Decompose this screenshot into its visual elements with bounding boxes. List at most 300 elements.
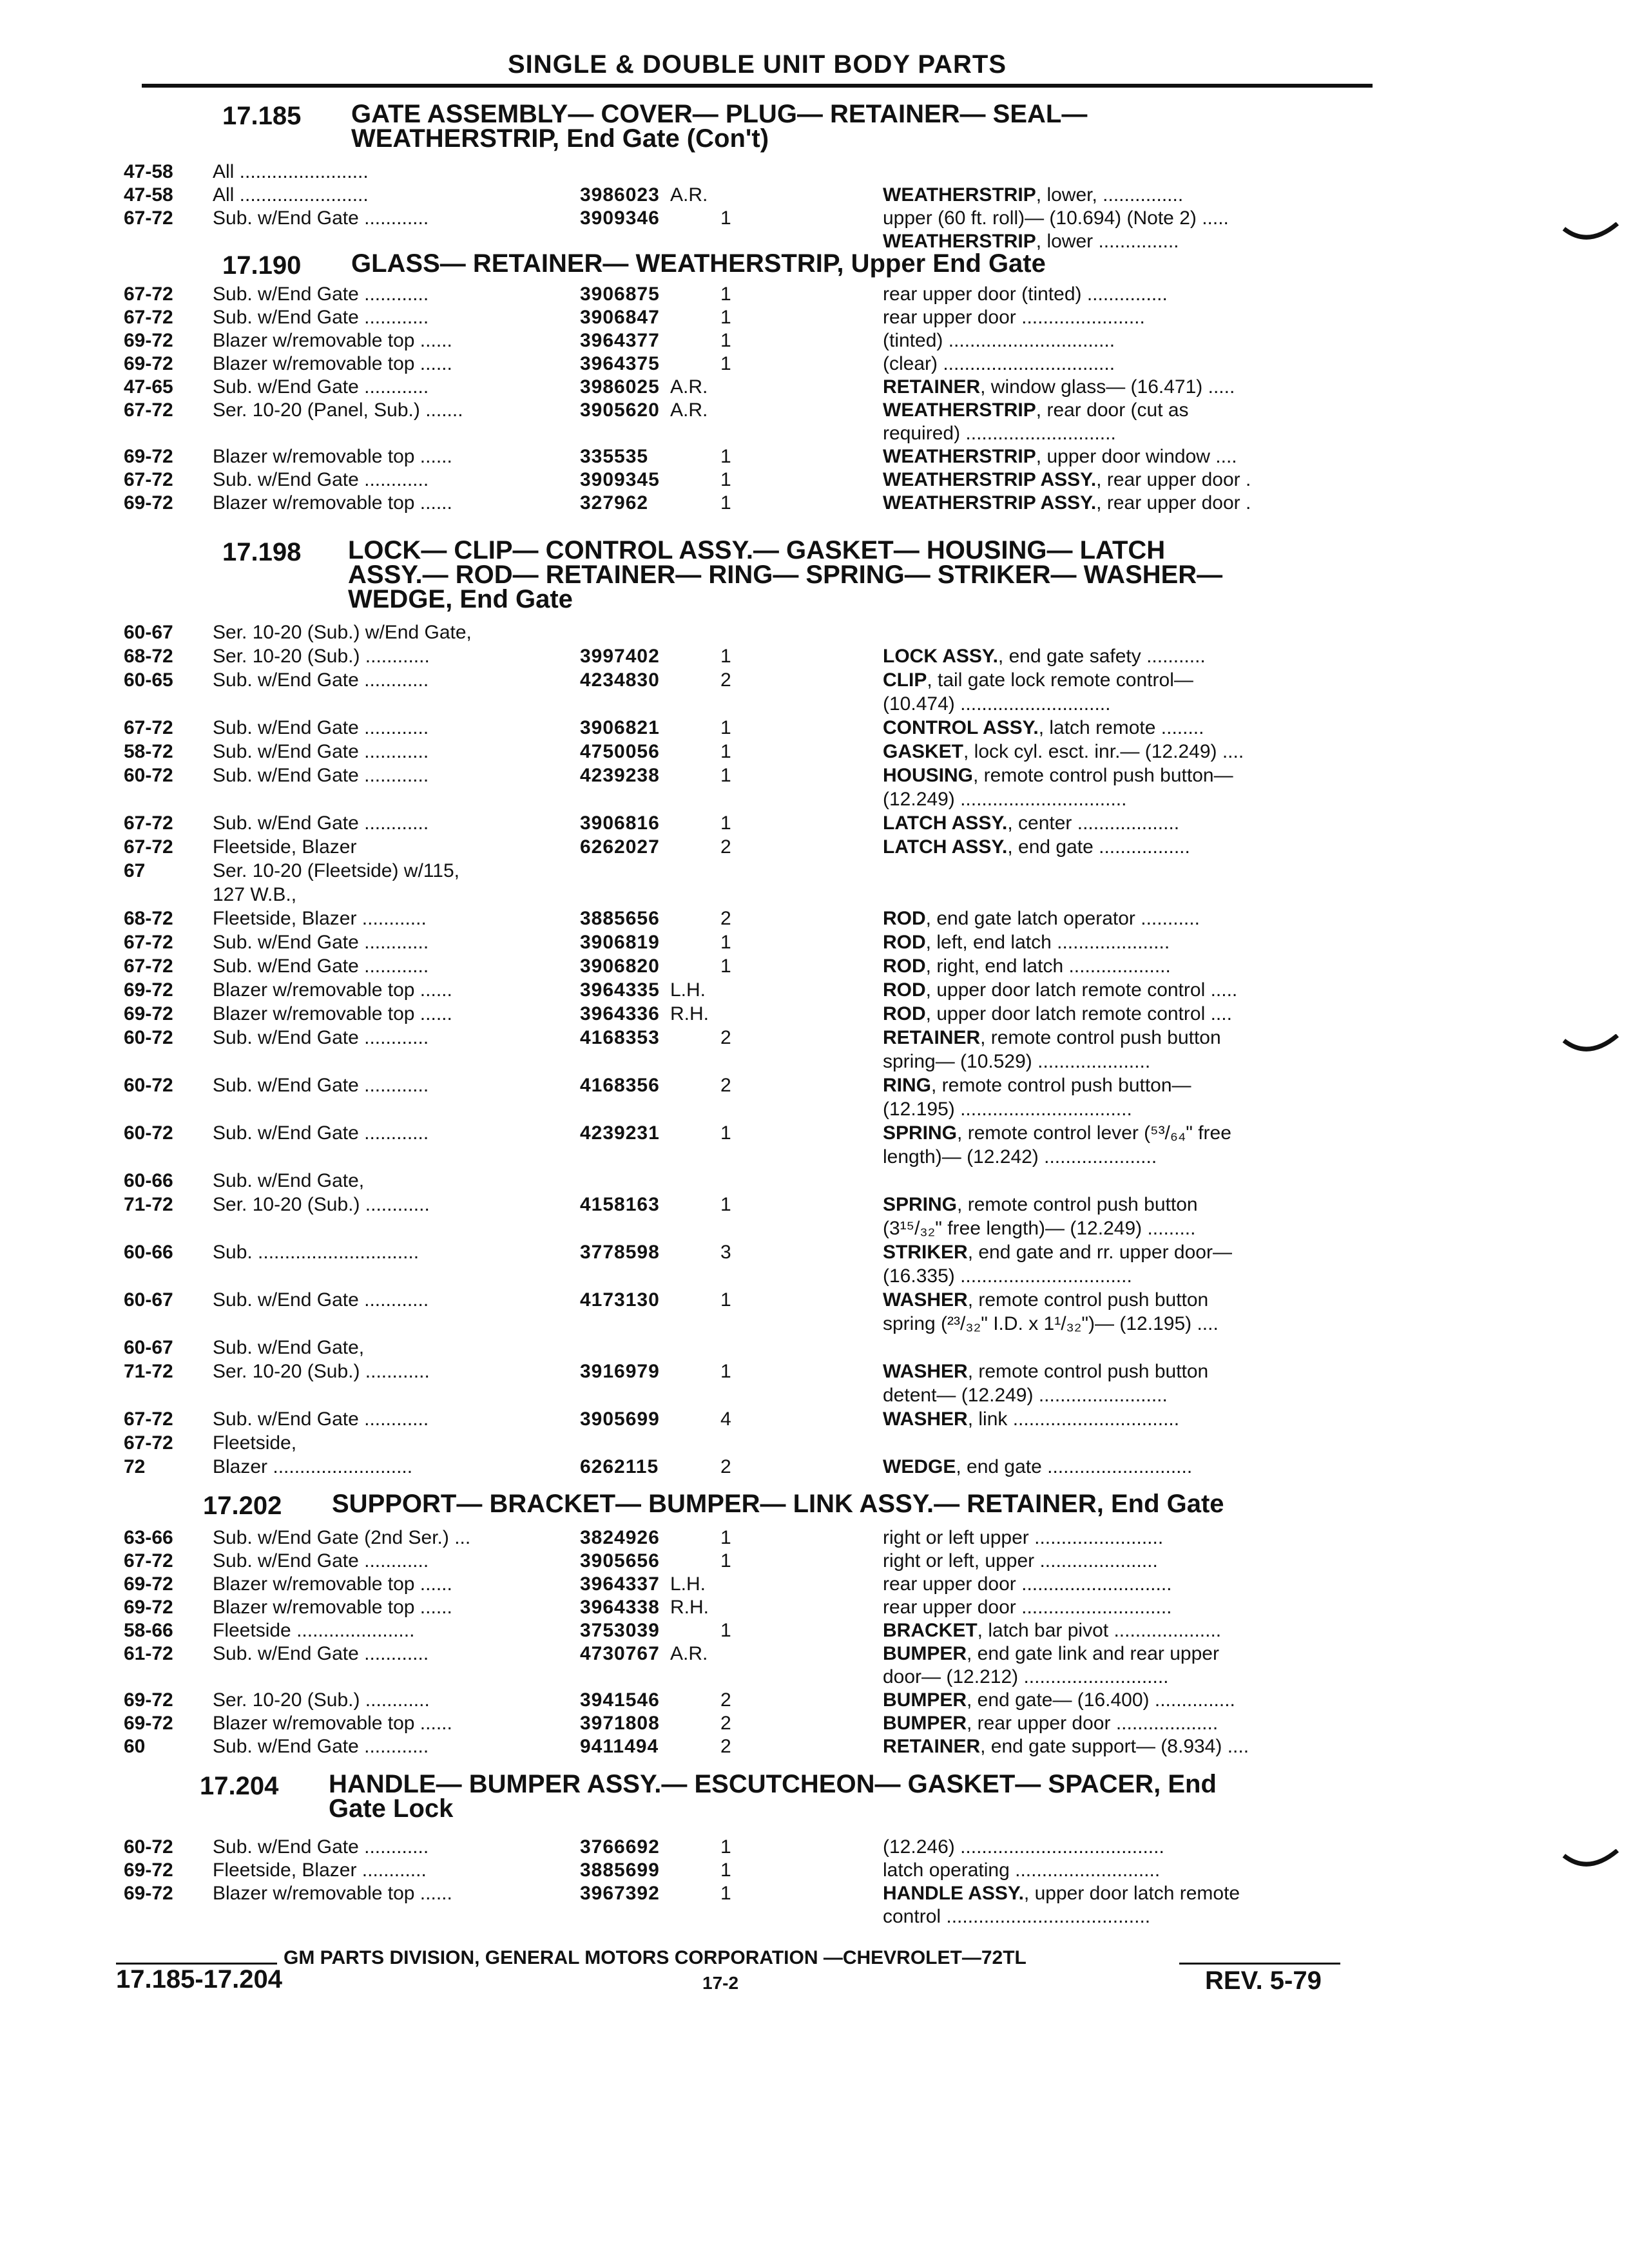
quantity: 3 [720, 1242, 731, 1263]
model-application: Ser. 10-20 (Panel, Sub.) ....... [213, 399, 463, 421]
parts-row [0, 1860, 1629, 1883]
parts-row [0, 423, 1629, 446]
quantity: L.H. [670, 1573, 706, 1595]
parts-row [0, 1289, 1629, 1312]
quantity: 1 [720, 741, 731, 762]
parts-row [0, 1666, 1629, 1689]
model-application: Blazer w/removable top ...... [213, 1883, 452, 1904]
model-application: All ........................ [213, 161, 369, 182]
model-application: Sub. w/End Gate ............ [213, 1550, 429, 1571]
part-description: WEATHERSTRIP ASSY., rear upper door . [883, 492, 1251, 514]
model-years: 58-66 [124, 1620, 173, 1641]
parts-row [0, 1265, 1629, 1289]
section-title-line: ASSY.— ROD— RETAINER— RING— SPRING— STRIKER— WASHER— [348, 561, 1223, 589]
quantity: 1 [720, 284, 731, 305]
parts-row [0, 1643, 1629, 1666]
part-number: 3906847 [580, 307, 660, 328]
model-years: 60-67 [124, 622, 173, 643]
parts-row [0, 979, 1629, 1003]
quantity: 2 [720, 1456, 731, 1477]
part-description: ROD, upper door latch remote control .... [883, 1003, 1232, 1024]
parts-row [0, 860, 1629, 883]
model-years: 67-72 [124, 932, 173, 953]
part-description: rear upper door ............................ [883, 1573, 1172, 1595]
model-application: Ser. 10-20 (Fleetside) w/115, [213, 860, 459, 881]
parts-row [0, 1689, 1629, 1713]
model-years: 60-66 [124, 1242, 173, 1263]
model-years: 60-72 [124, 1075, 173, 1096]
model-years: 68-72 [124, 908, 173, 929]
part-number: 3964336 [580, 1003, 660, 1024]
part-name: WEATHERSTRIP [883, 399, 1036, 421]
part-number: 3971808 [580, 1713, 660, 1734]
parts-row [0, 836, 1629, 860]
model-application: Sub. w/End Gate ............ [213, 932, 429, 953]
model-years: 60 [124, 1736, 146, 1757]
section-title-line: WEDGE, End Gate [348, 585, 573, 613]
quantity: 1 [720, 307, 731, 328]
part-description: RETAINER, window glass— (16.471) ..... [883, 376, 1235, 398]
part-description: (tinted) ............................... [883, 330, 1115, 351]
part-description: HANDLE ASSY., upper door latch remote [883, 1883, 1240, 1904]
section-title [332, 1492, 1224, 1516]
part-description: door— (12.212) ........................... [883, 1666, 1169, 1687]
part-number: 4750056 [580, 741, 660, 762]
part-name: ROD [883, 956, 926, 977]
section-title [351, 102, 1087, 151]
part-number: 3909345 [580, 469, 660, 490]
part-name: WASHER [883, 1361, 968, 1382]
part-description: WEATHERSTRIP, rear door (cut as [883, 399, 1189, 421]
model-application: 127 W.B., [213, 884, 297, 905]
binder-mark-icon [1563, 1034, 1621, 1060]
model-years: 68-72 [124, 646, 173, 667]
parts-row [0, 908, 1629, 931]
part-description: LATCH ASSY., center ................... [883, 812, 1180, 834]
parts-row [0, 307, 1629, 330]
part-number: 9411494 [580, 1736, 659, 1757]
part-number: 3905656 [580, 1550, 660, 1571]
model-application: Fleetside, Blazer [213, 836, 357, 858]
quantity: 1 [720, 1550, 731, 1571]
part-name: ROD [883, 932, 926, 953]
parts-row [0, 353, 1629, 376]
parts-row [0, 717, 1629, 740]
part-description: required) ............................ [883, 423, 1116, 444]
parts-row [0, 1883, 1629, 1906]
section-title [351, 251, 1046, 276]
part-description: right or left, upper ...................... [883, 1550, 1158, 1571]
parts-row [0, 812, 1629, 836]
parts-row [0, 492, 1629, 515]
model-years: 69-72 [124, 979, 173, 1001]
section-title-line: GLASS— RETAINER— WEATHERSTRIP, Upper End Gate [351, 249, 1046, 278]
quantity: 1 [720, 492, 731, 514]
model-application: Fleetside, Blazer ............ [213, 1860, 427, 1881]
part-number: 3964337 [580, 1573, 660, 1595]
model-years: 63-66 [124, 1527, 173, 1548]
part-name: ROD [883, 1003, 926, 1024]
model-years: 69-72 [124, 1860, 173, 1881]
part-name: RETAINER [883, 376, 981, 398]
quantity: 1 [720, 469, 731, 490]
part-name: RETAINER [883, 1027, 981, 1048]
parts-row [0, 1194, 1629, 1217]
part-description: BUMPER, end gate— (16.400) ............... [883, 1689, 1235, 1711]
part-name: WEATHERSTRIP ASSY. [883, 469, 1097, 490]
part-description: WASHER, remote control push button [883, 1361, 1209, 1382]
model-application: Sub. w/End Gate ............ [213, 1027, 429, 1048]
part-number: 4173130 [580, 1289, 660, 1311]
model-application: Blazer w/removable top ...... [213, 979, 452, 1001]
part-number: 335535 [580, 446, 649, 467]
part-number: 4239238 [580, 765, 660, 786]
part-description: (16.335) ................................ [883, 1265, 1132, 1287]
parts-row [0, 1597, 1629, 1620]
model-application: Sub. w/End Gate ............ [213, 469, 429, 490]
model-years: 71-72 [124, 1194, 173, 1215]
part-name: SPRING [883, 1122, 958, 1144]
part-name: WEATHERSTRIP [883, 184, 1036, 206]
part-description: rear upper door ............................ [883, 1597, 1172, 1618]
part-description: CLIP, tail gate lock remote control— [883, 669, 1193, 691]
part-name: WASHER [883, 1289, 968, 1311]
part-description: SPRING, remote control lever (⁵³/₆₄" free [883, 1122, 1231, 1144]
footer-rule-right [1179, 1963, 1340, 1965]
footer-section-range: 17.185-17.204 [116, 1965, 283, 1994]
parts-row [0, 1432, 1629, 1456]
model-years: 67-72 [124, 717, 173, 738]
parts-row [0, 1408, 1629, 1432]
parts-row [0, 1337, 1629, 1360]
part-number: 3909346 [580, 207, 660, 229]
part-number: 4168356 [580, 1075, 660, 1096]
part-description: ROD, end gate latch operator ........... [883, 908, 1200, 929]
part-description: WEATHERSTRIP, lower, ............... [883, 184, 1184, 206]
model-application: Blazer w/removable top ...... [213, 492, 452, 514]
quantity: 2 [720, 669, 731, 691]
model-application: Sub. w/End Gate ............ [213, 669, 429, 691]
section-title-line: GATE ASSEMBLY— COVER— PLUG— RETAINER— SEAL— [351, 100, 1088, 128]
part-number: 4234830 [580, 669, 660, 691]
part-description: GASKET, lock cyl. esct. inr.— (12.249) .... [883, 741, 1244, 762]
model-years: 47-58 [124, 161, 173, 182]
model-application: Sub. w/End Gate ............ [213, 741, 429, 762]
model-application: Sub. w/End Gate ............ [213, 812, 429, 834]
part-name: HOUSING [883, 765, 974, 786]
model-years: 60-72 [124, 1836, 173, 1858]
model-application: Blazer w/removable top ...... [213, 1597, 452, 1618]
section-number: 17.190 [222, 251, 302, 280]
quantity: 1 [720, 1361, 731, 1382]
model-years: 67-72 [124, 1550, 173, 1571]
section-number: 17.185 [222, 102, 302, 130]
part-description: BRACKET, latch bar pivot .................... [883, 1620, 1222, 1641]
part-description: latch operating ........................... [883, 1860, 1161, 1881]
model-application: Sub. w/End Gate ............ [213, 376, 429, 398]
part-number: 3905699 [580, 1408, 660, 1430]
parts-row [0, 1573, 1629, 1597]
part-name: LATCH ASSY. [883, 812, 1008, 834]
model-application: Sub. w/End Gate ............ [213, 717, 429, 738]
parts-row [0, 376, 1629, 399]
section-title [348, 538, 1222, 611]
model-application: Ser. 10-20 (Sub.) ............ [213, 1194, 430, 1215]
model-application: Sub. w/End Gate ............ [213, 1643, 429, 1664]
quantity: 1 [720, 1289, 731, 1311]
model-years: 67-72 [124, 956, 173, 977]
part-name: RING [883, 1075, 931, 1096]
part-description: HOUSING, remote control push button— [883, 765, 1233, 786]
parts-row [0, 1146, 1629, 1169]
footer-revision: REV. 5-79 [1205, 1966, 1322, 1995]
part-description: (12.249) ............................... [883, 789, 1127, 810]
part-description: spring (²³/₃₂" I.D. x 1¹/₃₂")— (12.195) .... [883, 1313, 1219, 1334]
quantity: 1 [720, 207, 731, 229]
part-description: WEATHERSTRIP, upper door window .... [883, 446, 1237, 467]
part-description: BUMPER, end gate link and rear upper [883, 1643, 1219, 1664]
parts-row [0, 932, 1629, 955]
model-years: 67-72 [124, 836, 173, 858]
model-application: Sub. .............................. [213, 1242, 419, 1263]
quantity: 1 [720, 1122, 731, 1144]
part-name: CLIP [883, 669, 927, 691]
parts-row [0, 789, 1629, 812]
part-description: (12.195) ................................ [883, 1099, 1132, 1120]
part-description: RETAINER, remote control push button [883, 1027, 1221, 1048]
part-description: (12.246) ...................................... [883, 1836, 1164, 1858]
part-description: spring— (10.529) ..................... [883, 1051, 1151, 1072]
model-years: 69-72 [124, 1573, 173, 1595]
model-years: 60-67 [124, 1337, 173, 1358]
model-application: Sub. w/End Gate ............ [213, 1736, 429, 1757]
model-years: 47-58 [124, 184, 173, 206]
parts-row [0, 469, 1629, 492]
part-number: 3986023 [580, 184, 660, 206]
part-description: ROD, right, end latch ................... [883, 956, 1171, 977]
part-description: detent— (12.249) ........................ [883, 1385, 1168, 1406]
section-number: 17.204 [200, 1772, 279, 1800]
model-years: 67-72 [124, 307, 173, 328]
section-title-line: LOCK— CLIP— CONTROL ASSY.— GASKET— HOUSING— LATCH [348, 536, 1166, 564]
parts-row [0, 1385, 1629, 1408]
model-years: 60-72 [124, 765, 173, 786]
quantity: 4 [720, 1408, 731, 1430]
part-description: SPRING, remote control push button [883, 1194, 1198, 1215]
quantity: A.R. [670, 184, 708, 206]
part-number: 4239231 [580, 1122, 660, 1144]
part-number: 3778598 [580, 1242, 660, 1263]
part-number: 3964377 [580, 330, 660, 351]
parts-row [0, 1122, 1629, 1146]
part-name: RETAINER [883, 1736, 981, 1757]
parts-row [0, 1527, 1629, 1550]
section-number: 17.198 [222, 538, 302, 566]
part-name: BRACKET [883, 1620, 978, 1641]
parts-row [0, 646, 1629, 669]
model-application: Ser. 10-20 (Sub.) ............ [213, 1689, 430, 1711]
parts-row [0, 284, 1629, 307]
model-application: Ser. 10-20 (Sub.) w/End Gate, [213, 622, 472, 643]
parts-row [0, 956, 1629, 979]
part-name: SPRING [883, 1194, 958, 1215]
model-years: 60-72 [124, 1027, 173, 1048]
quantity: 2 [720, 908, 731, 929]
part-name: WEDGE [883, 1456, 956, 1477]
model-years: 69-72 [124, 1883, 173, 1904]
part-description: RETAINER, end gate support— (8.934) .... [883, 1736, 1249, 1757]
parts-row [0, 1027, 1629, 1050]
parts-row [0, 1099, 1629, 1122]
quantity: A.R. [670, 399, 708, 421]
part-number: 3906819 [580, 932, 660, 953]
model-years: 67-72 [124, 207, 173, 229]
quantity: 1 [720, 717, 731, 738]
part-description: control ...................................... [883, 1906, 1151, 1927]
quantity: 2 [720, 1027, 731, 1048]
part-number: 4730767 [580, 1643, 660, 1664]
parts-row [0, 693, 1629, 716]
part-name: HANDLE ASSY. [883, 1883, 1024, 1904]
part-name: GASKET [883, 741, 964, 762]
model-application: Sub. w/End Gate ............ [213, 956, 429, 977]
quantity: 1 [720, 1527, 731, 1548]
part-number: 3964335 [580, 979, 660, 1001]
part-number: 327962 [580, 492, 649, 514]
part-description: (10.474) ............................ [883, 693, 1111, 715]
quantity: L.H. [670, 979, 706, 1001]
part-description: (clear) ................................ [883, 353, 1115, 374]
footer-publisher: GM PARTS DIVISION, GENERAL MOTORS CORPORATION —CHEVROLET—72TL [284, 1947, 1027, 1968]
model-application: Ser. 10-20 (Sub.) ............ [213, 646, 430, 667]
model-years: 67-72 [124, 399, 173, 421]
title-rule [142, 84, 1373, 88]
model-application: All ........................ [213, 184, 369, 206]
part-number: 3766692 [580, 1836, 660, 1858]
parts-row [0, 1713, 1629, 1736]
model-years: 69-72 [124, 353, 173, 374]
quantity: 1 [720, 1620, 731, 1641]
parts-row [0, 1550, 1629, 1573]
parts-row [0, 622, 1629, 645]
part-number: 3906816 [580, 812, 660, 834]
parts-row [0, 1736, 1629, 1759]
part-name: ROD [883, 979, 926, 1001]
binder-mark-icon [1563, 222, 1621, 248]
quantity: 1 [720, 1860, 731, 1881]
part-name: BUMPER [883, 1713, 967, 1734]
parts-row [0, 765, 1629, 788]
model-years: 69-72 [124, 1689, 173, 1711]
part-number: 3906820 [580, 956, 660, 977]
quantity: 1 [720, 1883, 731, 1904]
model-years: 69-72 [124, 492, 173, 514]
parts-row [0, 1051, 1629, 1074]
part-description: rear upper door ....................... [883, 307, 1145, 328]
part-description: RING, remote control push button— [883, 1075, 1191, 1096]
part-description: (3¹⁵/₃₂" free length)— (12.249) ......... [883, 1218, 1196, 1239]
quantity: 1 [720, 330, 731, 351]
part-number: 4168353 [580, 1027, 660, 1048]
part-description: BUMPER, rear upper door ................... [883, 1713, 1219, 1734]
parts-row [0, 1218, 1629, 1241]
quantity: A.R. [670, 1643, 708, 1664]
parts-row [0, 1313, 1629, 1336]
model-years: 67-72 [124, 812, 173, 834]
part-number: 3986025 [580, 376, 660, 398]
model-years: 72 [124, 1456, 146, 1477]
part-name: BUMPER [883, 1643, 967, 1664]
part-number: 3916979 [580, 1361, 660, 1382]
part-name: LATCH ASSY. [883, 836, 1008, 858]
quantity: 1 [720, 956, 731, 977]
part-number: 4158163 [580, 1194, 660, 1215]
section-title-line: WEATHERSTRIP, End Gate (Con't) [351, 124, 769, 153]
part-description: CONTROL ASSY., latch remote ........ [883, 717, 1204, 738]
model-application: Ser. 10-20 (Sub.) ............ [213, 1361, 430, 1382]
part-description: right or left upper ........................ [883, 1527, 1164, 1548]
part-description: WEATHERSTRIP ASSY., rear upper door . [883, 469, 1251, 490]
model-years: 60-67 [124, 1289, 173, 1311]
quantity: 2 [720, 1075, 731, 1096]
parts-row [0, 207, 1629, 231]
model-years: 67-72 [124, 284, 173, 305]
parts-row [0, 1620, 1629, 1643]
part-name: WEATHERSTRIP ASSY. [883, 492, 1097, 514]
model-application: Sub. w/End Gate ............ [213, 765, 429, 786]
part-name: LOCK ASSY. [883, 646, 998, 667]
model-years: 67 [124, 860, 146, 881]
part-description: WASHER, remote control push button [883, 1289, 1209, 1311]
model-application: Sub. w/End Gate ............ [213, 1289, 429, 1311]
quantity: 1 [720, 446, 731, 467]
model-years: 67-72 [124, 469, 173, 490]
parts-row [0, 184, 1629, 207]
model-application: Blazer w/removable top ...... [213, 1573, 452, 1595]
part-number: 3824926 [580, 1527, 660, 1548]
model-years: 67-72 [124, 1408, 173, 1430]
model-application: Blazer .......................... [213, 1456, 413, 1477]
part-number: 6262115 [580, 1456, 659, 1477]
model-years: 71-72 [124, 1361, 173, 1382]
quantity: 1 [720, 646, 731, 667]
part-description: rear upper door (tinted) ............... [883, 284, 1168, 305]
part-name: STRIKER [883, 1242, 968, 1263]
model-application: Sub. w/End Gate ............ [213, 1075, 429, 1096]
parts-row [0, 1906, 1629, 1929]
model-application: Sub. w/End Gate ............ [213, 1408, 429, 1430]
part-name: WASHER [883, 1408, 968, 1430]
model-years: 69-72 [124, 1597, 173, 1618]
model-years: 61-72 [124, 1643, 173, 1664]
model-application: Fleetside ...................... [213, 1620, 415, 1641]
model-years: 69-72 [124, 1713, 173, 1734]
section-number: 17.202 [203, 1492, 282, 1520]
part-description: WEDGE, end gate ........................... [883, 1456, 1193, 1477]
part-number: 3997402 [580, 646, 660, 667]
model-years: 69-72 [124, 1003, 173, 1024]
part-number: 3941546 [580, 1689, 660, 1711]
model-years: 60-66 [124, 1170, 173, 1191]
parts-row [0, 330, 1629, 353]
quantity: A.R. [670, 376, 708, 398]
model-application: Blazer w/removable top ...... [213, 330, 452, 351]
quantity: 2 [720, 1713, 731, 1734]
model-application: Sub. w/End Gate, [213, 1170, 365, 1191]
parts-row [0, 1836, 1629, 1860]
parts-row [0, 161, 1629, 184]
part-number: 6262027 [580, 836, 660, 858]
